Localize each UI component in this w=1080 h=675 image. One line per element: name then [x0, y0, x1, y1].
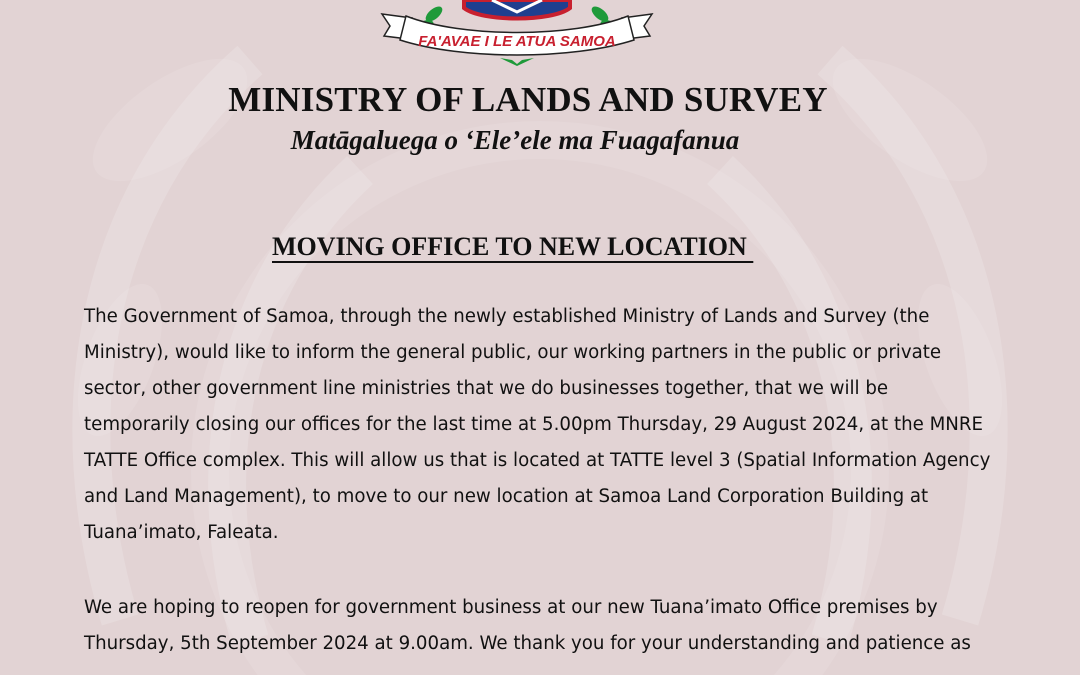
paragraph-line: We are hoping to reopen for government business at our new Tuana’imato Office premises by — [84, 597, 938, 618]
paragraph-line: sector, other government line ministries that we do businesses together, that we will be — [84, 378, 889, 399]
paragraph-line: TATTE Office complex. This will allow us that is located at TATTE level 3 (Spatial Information Agency — [84, 450, 991, 471]
notice-paragraph-2 — [84, 590, 1044, 662]
paragraph-line: and Land Management), to move to our new location at Samoa Land Corporation Building at — [84, 486, 929, 507]
paragraph-line: The Government of Samoa, through the newly established Ministry of Lands and Survey (the — [84, 306, 930, 327]
ministry-name-samoan: Matāgaluega o ‘Ele’ele ma Fuagafanua — [290, 125, 740, 155]
notice-title: MOVING OFFICE TO NEW LOCATION — [272, 232, 754, 261]
samoa-coat-of-arms-icon — [372, 0, 662, 68]
crest-motto: FA'AVAE I LE ATUA SAMOA — [418, 33, 616, 50]
paragraph-line: Ministry), would like to inform the general public, our working partners in the public or private — [84, 342, 942, 363]
ministry-name: MINISTRY OF LANDS AND SURVEY — [228, 80, 828, 119]
notice-paragraph-1 — [84, 299, 1044, 551]
paragraph-line: Tuana’imato, Faleata. — [84, 522, 279, 543]
paragraph-line: temporarily closing our offices for the last time at 5.00pm Thursday, 29 August 2024, at the MNRE — [84, 414, 984, 435]
paragraph-line: Thursday, 5th September 2024 at 9.00am. We thank you for your understanding and patience as — [84, 633, 971, 654]
